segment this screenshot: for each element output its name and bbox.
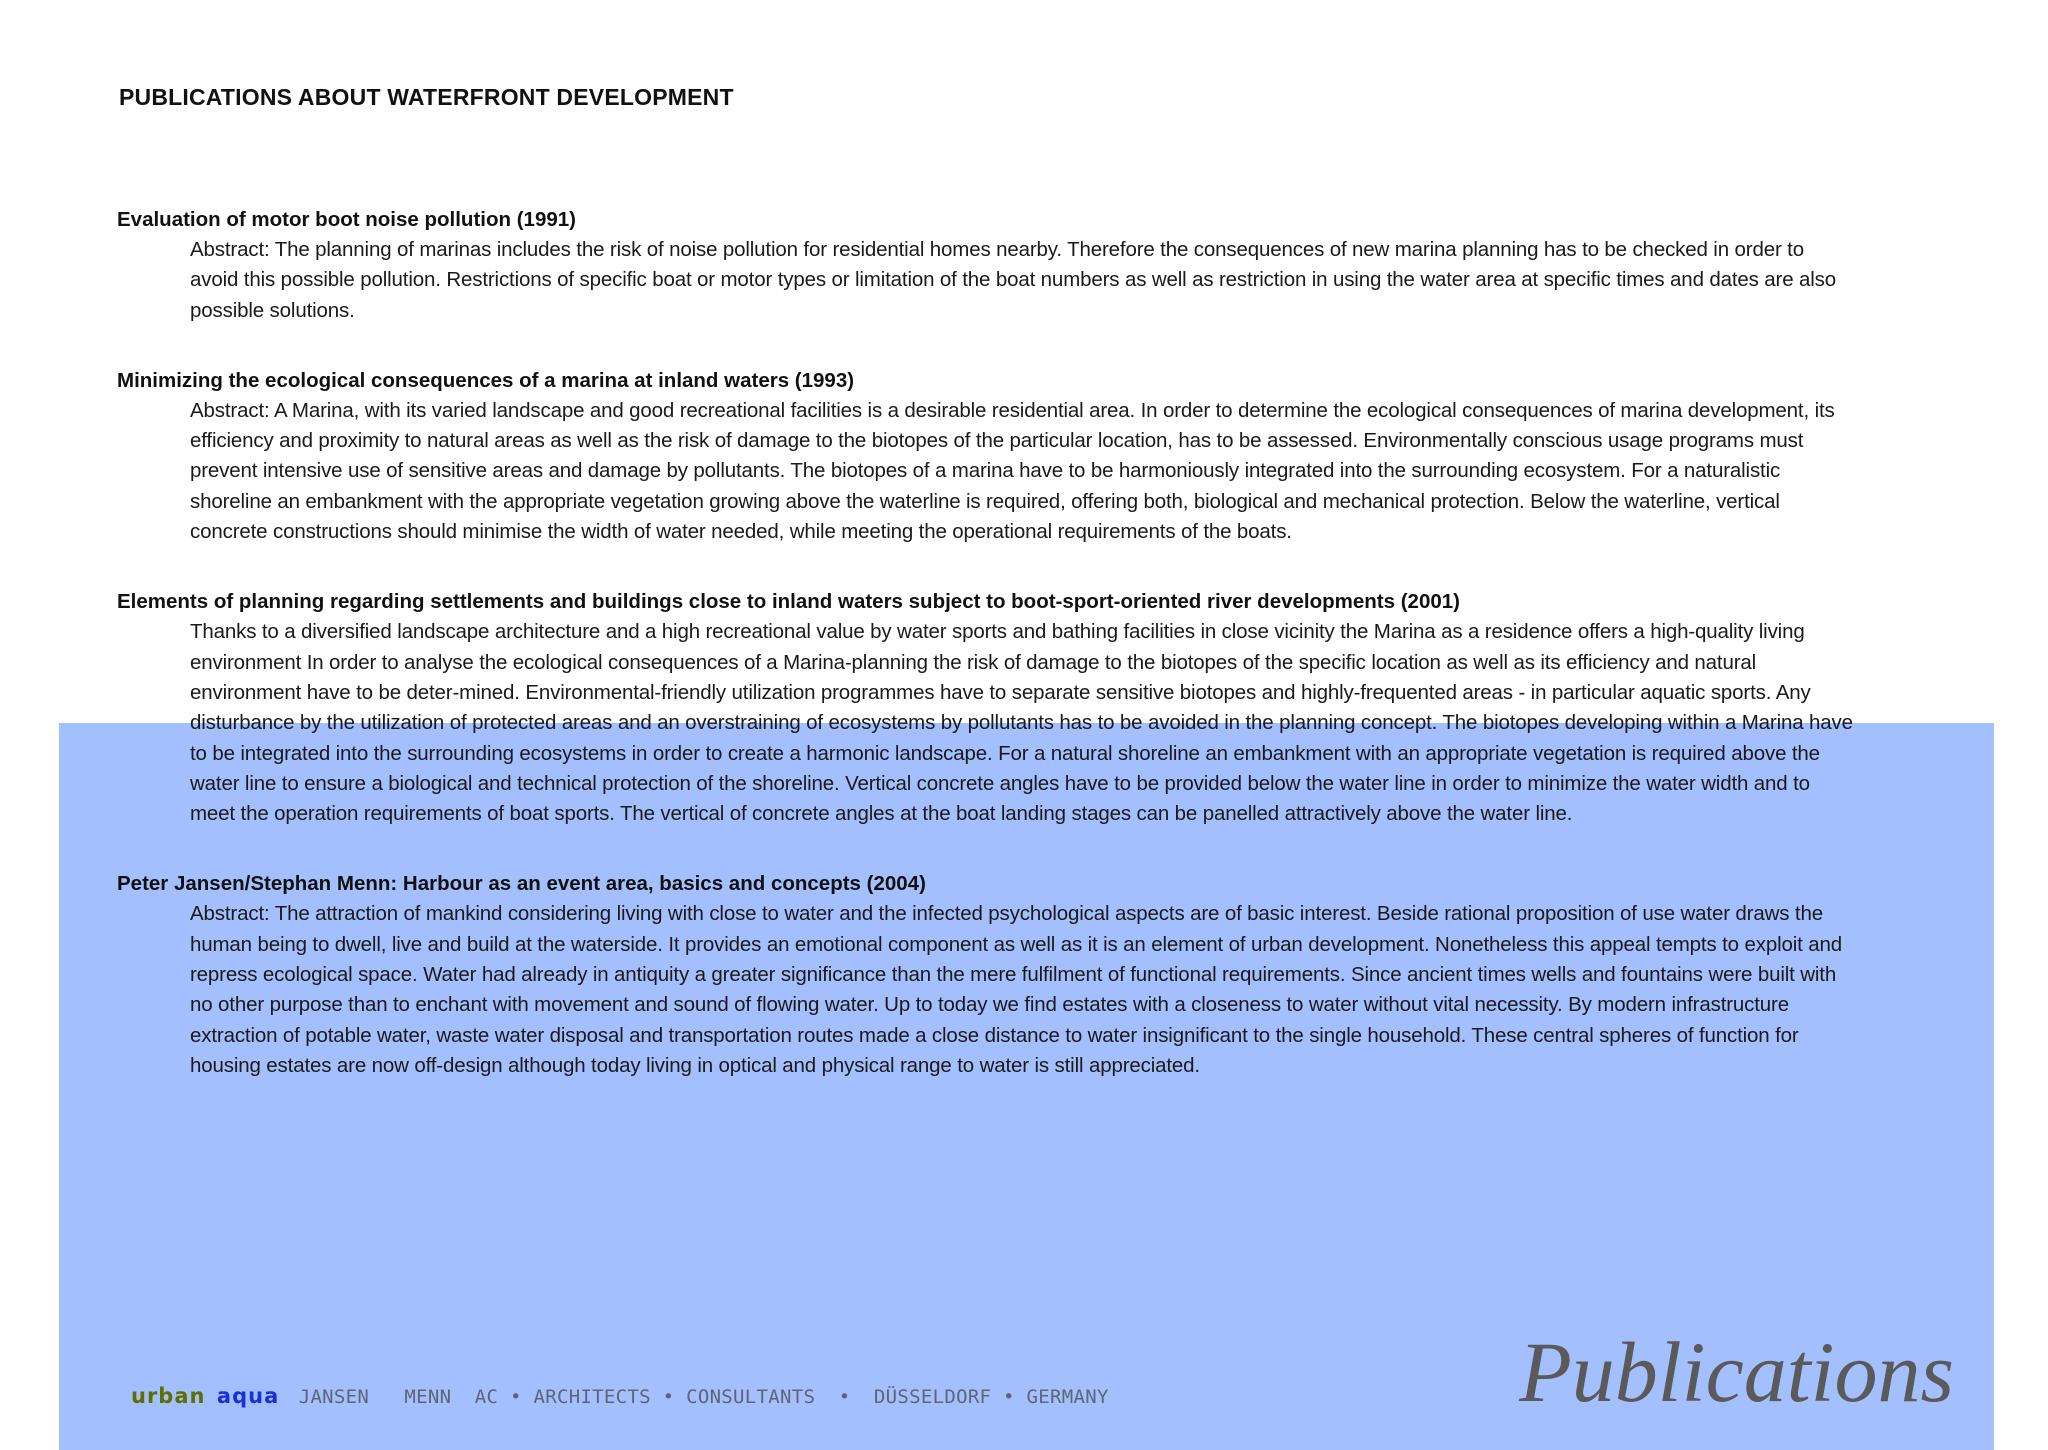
publication-item [117,205,1857,326]
publication-abstract: Thanks to a diversified landscape architecture and a high recreational value by water sports and bathing facilities in close vicinity the Marina as a residence offers a high-quality living environment In order to analyse the ecological consequences of a Marina-planning the risk of damage to the biotopes of the specific location as well as its efficiency and natural environment have to be deter-mined. Environmental-friendly utilization programmes have to separate sensitive biotopes and highly-frequented areas - in particular aquatic sports. Any disturbance by the utilization of protected areas and an overstraining of ecosystems by pollutants has to be avoided in the planning concept. The biotopes developing within a Marina have to be integrated into the surrounding ecosystems in order to create a harmonic landscape. For a natural shoreline an embankment with an appropriate vegetation is required above the water line to ensure a biological and technical protection of the shoreline. Vertical concrete angles have to be provided below the water line in order to minimize the water width and to meet the operation requirements of boat sports. The vertical of concrete angles at the boat landing stages can be panelled attractively above the water line. [190,620,1853,826]
footer-company-line: JANSEN MENN AC • ARCHITECTS • CONSULTANTS • DÜSSELDORF • GERMANY [298,1386,1109,1408]
publication-list [117,205,1857,1081]
publication-title: Peter Jansen/Stephan Menn: Harbour as an event area, basics and concepts (2004) [117,872,926,896]
page-title: PUBLICATIONS ABOUT WATERFRONT DEVELOPMENT [119,84,734,110]
publication-abstract: Abstract: The planning of marinas includes the risk of noise pollution for residential homes nearby. Therefore the consequences of new marina planning has to be checked in order to avoid this possible pollution. Restrictions of specific boat or motor types or limitation of the boat numbers as well as restriction in using the water area at specific times and dates are also possible solutions. [190,238,1837,322]
footer-brand [131,1384,1109,1408]
publication-title: Minimizing the ecological consequences of a marina at inland waters (1993) [117,368,855,392]
publication-item [117,366,1857,547]
publication-title: Evaluation of motor boot noise pollution (1991) [117,208,576,231]
brand-logo-aqua: aqua [216,1384,280,1408]
section-heading: Publications [1519,1324,1954,1420]
brand-logo-urban: urban [131,1384,206,1408]
publication-item [117,869,1857,1081]
publication-abstract: Abstract: The attraction of mankind considering living with close to water and the infected psychological aspects are of basic interest. Beside rational proposition of use water draws the human being to dwell, live and build at the waterside. It provides an emotional component as well as it is an element of urban development. Nonetheless this appeal tempts to exploit and repress ecological space. Water had already in antiquity a greater significance than the mere fulfilment of functional requirements. Since ancient times wells and fountains were built with no other purpose than to enchant with movement and sound of flowing water. Up to today we find estates with a closeness to water without vital necessity. By modern infrastructure extraction of potable water, waste water disposal and transportation routes made a close distance to water insignificant to the single household. These central spheres of function for housing estates are now off-design although today living in optical and physical range to water is still appreciated. [190,902,1842,1077]
publication-item [117,587,1857,829]
publication-title: Elements of planning regarding settlements and buildings close to inland waters subject to boot-sport-oriented river developments (2001) [117,590,1460,614]
publication-abstract: Abstract: A Marina, with its varied landscape and good recreational facilities is a desirable residential area. In order to determine the ecological consequences of marina development, its efficiency and proximity to natural areas as well as the risk of damage to the biotopes of the particular location, has to be assessed. Environmentally conscious usage programs must prevent intensive use of sensitive areas and damage by pollutants. The biotopes of a marina have to be harmoniously integrated into the surrounding ecosystem. For a naturalistic shoreline an embankment with the appropriate vegetation growing above the waterline is required, offering both, biological and mechanical protection. Below the waterline, vertical concrete constructions should minimise the width of water needed, while meeting the operational requirements of the boats. [190,398,1835,544]
